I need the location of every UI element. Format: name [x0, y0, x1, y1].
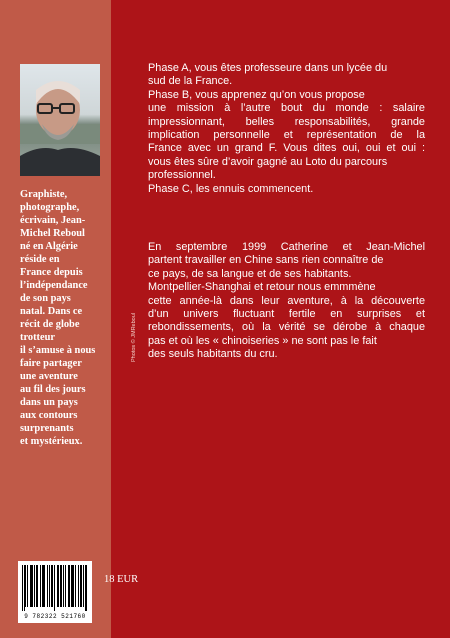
barcode-bars [22, 565, 88, 611]
isbn-number: 9 782322 521760 [24, 613, 86, 620]
price-label: 18 EUR [104, 574, 139, 585]
blurb-line: partent travailler en Chine sans rien connaître de [148, 254, 384, 267]
blurb-line: Phase A, vous êtes professeure dans un lycée du [148, 62, 388, 74]
blurb-line: ce pays, de sa langue et de ses habitants. [148, 267, 352, 280]
bio-line: faire partager [20, 358, 82, 369]
blurb-line: rebondissements, où la vérité se dérobe à chaque [148, 321, 425, 334]
blurb-line: Phase C, les ennuis commencent. [148, 182, 314, 195]
blurb-line: En septembre 1999 Catherine et Jean-Michel [148, 241, 425, 253]
blurb-line: pas et où les « chinoiseries » ne sont pas le fait [148, 334, 377, 347]
bio-line: une aventure [20, 371, 78, 382]
bio-line: écrivain, Jean- [20, 215, 86, 226]
bio-line: Michel Reboul [20, 228, 85, 239]
blurb-line: impressionnant, belles responsabilités, grande [148, 115, 425, 128]
bio-line: réside en [20, 254, 60, 265]
blurb-line: Montpellier-Shanghai et retour nous emmmène [148, 281, 376, 294]
author-photo [20, 64, 100, 176]
bio-line: de son pays [20, 293, 71, 304]
blurb-line: sud de la France. [148, 75, 233, 88]
bio-line: photographe, [20, 202, 80, 213]
bio-line: au fil des jours [20, 384, 86, 395]
bio-line: Graphiste, [20, 189, 68, 200]
bio-line: l’indépendance [20, 280, 88, 291]
blurb-line: Phase B, vous apprenez qu’on vous propose [148, 88, 365, 101]
bio-line: dans un pays [20, 397, 78, 408]
bio-line: trotteur [20, 332, 56, 343]
blurb-line: implication personnelle et représentation de la [148, 129, 425, 142]
isbn-barcode [18, 561, 92, 623]
blurb-line: cette année-là dans leur aventure, à la découverte [148, 294, 425, 307]
bio-line: natal. Dans ce [20, 306, 83, 317]
bio-line: aux contours [20, 410, 78, 421]
bio-line: France depuis [20, 267, 83, 278]
blurb-line: France avec un grand F. Vous dites oui, oui et oui : [148, 142, 425, 155]
blurb-line: une mission à l’autre bout du monde : salaire [148, 102, 425, 115]
bio-line: surprenants [20, 423, 74, 434]
blurb-paragraph-2 [148, 241, 425, 362]
photo-credit: Photos © JMReboul [131, 313, 137, 362]
blurb-line: vous êtes sûre d’avoir gagné au Loto du parcours [148, 155, 388, 168]
bio-line: et mystérieux. [20, 436, 83, 447]
bio-line: il s’amuse à nous [20, 345, 96, 356]
blurb-line: professionnel. [148, 169, 216, 182]
bio-line: né en Algérie [20, 241, 78, 252]
blurb-paragraph-1 [148, 62, 425, 196]
blurb-line: d’un univers fluctuant fertile en surprises et [148, 308, 425, 321]
bio-line: récit de globe [20, 319, 80, 330]
author-bio [20, 188, 108, 448]
blurb-line: des seuls habitants du cru. [148, 348, 278, 361]
